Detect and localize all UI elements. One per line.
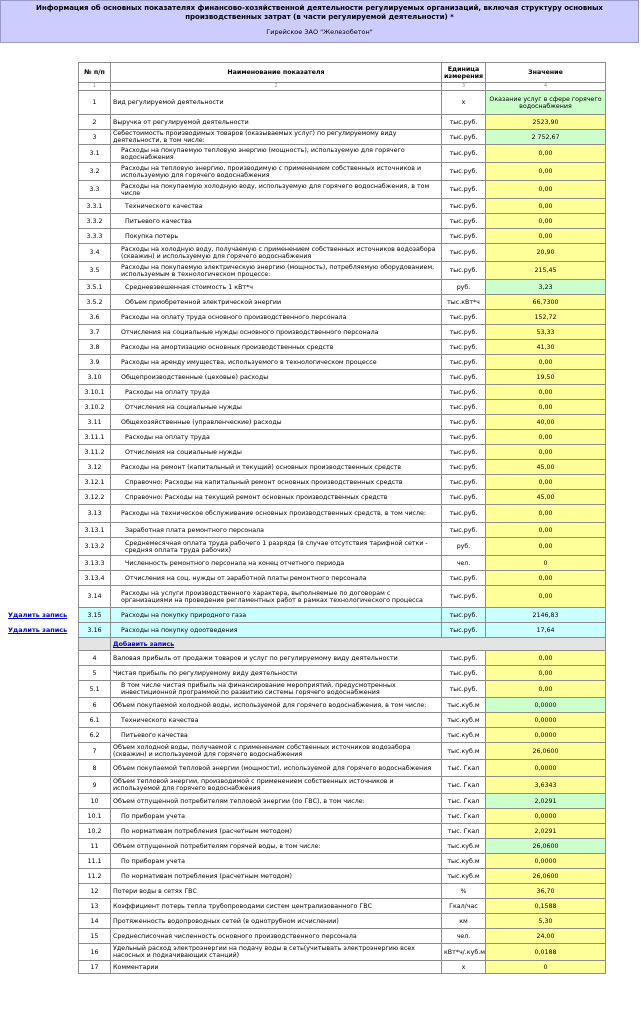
row-unit: тыс.руб. bbox=[442, 115, 486, 130]
row-unit: тыс.руб. bbox=[442, 475, 486, 490]
row-number: 2 bbox=[79, 115, 111, 130]
row-number: 3.14 bbox=[79, 586, 111, 608]
table-row bbox=[79, 914, 606, 929]
row-unit: тыс.руб. bbox=[442, 385, 486, 400]
table-row bbox=[79, 415, 606, 430]
row-name: Справочно: Расходы на капитальный ремонт основных производственных средств bbox=[111, 475, 442, 490]
indicators-table bbox=[78, 62, 606, 974]
row-unit: % bbox=[442, 884, 486, 899]
row-unit: тыс.руб. bbox=[442, 325, 486, 340]
table-row bbox=[79, 538, 606, 556]
table-row bbox=[79, 698, 606, 713]
row-unit: тыс.руб. bbox=[442, 310, 486, 325]
row-unit: тыс.куб.м bbox=[442, 728, 486, 743]
table-row bbox=[79, 214, 606, 229]
table-row bbox=[79, 370, 606, 385]
row-unit: тыс.руб. bbox=[442, 681, 486, 698]
row-number: 6 bbox=[79, 698, 111, 713]
row-unit: тыс. Гкал bbox=[442, 760, 486, 777]
row-number: 12 bbox=[79, 884, 111, 899]
row-number: 3.9 bbox=[79, 355, 111, 370]
row-name: Расходы на покупку одоотведения bbox=[111, 623, 442, 638]
row-name: Потери воды в сетях ГВС bbox=[111, 884, 442, 899]
row-value[interactable]: 0,00 bbox=[486, 400, 606, 415]
row-name: Заработная плата ремонтного персонала bbox=[111, 523, 442, 538]
row-unit: тыс.руб. bbox=[442, 666, 486, 681]
row-number: 3.3.1 bbox=[79, 199, 111, 214]
table-row bbox=[79, 445, 606, 460]
row-name: Покупка потерь bbox=[111, 229, 442, 244]
row-value[interactable]: 0,0000 bbox=[486, 809, 606, 824]
row-number: 5.1 bbox=[79, 681, 111, 698]
delete-record-link[interactable]: Удалить запись bbox=[8, 626, 68, 634]
row-value[interactable]: 26,0600 bbox=[486, 839, 606, 854]
row-number: 3.16 bbox=[79, 623, 111, 638]
row-number: 3.3.2 bbox=[79, 214, 111, 229]
row-value[interactable]: 2,0291 bbox=[486, 824, 606, 839]
row-name: Расходы на покупаемую электрическую энергию (мощность), потребляемую оборудованием, используемым в технологическом процессе: bbox=[111, 262, 442, 280]
table-row bbox=[79, 777, 606, 794]
row-name: Расходы на покупку природного газа bbox=[111, 608, 442, 623]
row-value[interactable]: 0,0000 bbox=[486, 760, 606, 777]
row-name: Среднесписочная численность основного производственного персонала bbox=[111, 929, 442, 944]
row-value[interactable]: 0,00 bbox=[486, 355, 606, 370]
row-value[interactable]: 0,0000 bbox=[486, 698, 606, 713]
table-row bbox=[79, 280, 606, 295]
row-value[interactable]: 0,0000 bbox=[486, 728, 606, 743]
row-name: Общехозяйственные (управленческие) расходы bbox=[111, 415, 442, 430]
row-value[interactable]: 40,00 bbox=[486, 415, 606, 430]
row-name: Объем отпущенной потребителям горячей воды, в том числе: bbox=[111, 839, 442, 854]
table-row bbox=[79, 199, 606, 214]
row-unit: тыс.руб. bbox=[442, 445, 486, 460]
row-value[interactable]: 0,00 bbox=[486, 181, 606, 199]
row-name: Технического качества bbox=[111, 713, 442, 728]
row-unit: тыс.руб. bbox=[442, 430, 486, 445]
row-name: Расходы на тепловую энергию, производимую с применением собственных источников и используемую для горячего водоснабжения bbox=[111, 163, 442, 181]
row-number: 3.12 bbox=[79, 460, 111, 475]
row-name: Объем приобретенной электрической энергии bbox=[111, 295, 442, 310]
row-value[interactable]: 0,00 bbox=[486, 538, 606, 556]
row-value[interactable]: 215,45 bbox=[486, 262, 606, 280]
table-row bbox=[79, 929, 606, 944]
row-unit: тыс.куб.м bbox=[442, 854, 486, 869]
row-unit: тыс.кВт*ч bbox=[442, 295, 486, 310]
row-name: Расходы на амортизацию основных производственных средств bbox=[111, 340, 442, 355]
row-value[interactable]: 24,00 bbox=[486, 929, 606, 944]
row-value[interactable]: 0 bbox=[486, 961, 606, 974]
row-value[interactable]: 0,00 bbox=[486, 430, 606, 445]
row-number: 3.11 bbox=[79, 415, 111, 430]
row-number: 9 bbox=[79, 777, 111, 794]
table-row bbox=[79, 961, 606, 974]
col-header-unit: Единица измерения bbox=[442, 63, 486, 83]
table-body bbox=[79, 91, 606, 974]
row-number: 3.11.2 bbox=[79, 445, 111, 460]
table-row bbox=[79, 884, 606, 899]
table-row bbox=[79, 556, 606, 571]
row-unit: чел. bbox=[442, 929, 486, 944]
row-value[interactable]: 0,00 bbox=[486, 445, 606, 460]
row-name: Вид регулируемой деятельности bbox=[111, 91, 442, 115]
row-value[interactable]: 0,00 bbox=[486, 666, 606, 681]
row-number: 3.7 bbox=[79, 325, 111, 340]
row-unit: тыс.руб. bbox=[442, 523, 486, 538]
table-row bbox=[79, 400, 606, 415]
row-unit: тыс.руб. bbox=[442, 145, 486, 163]
row-name: Расходы на техническое обслуживание основных производственных средств, в том числе: bbox=[111, 505, 442, 523]
row-value[interactable]: 2146,83 bbox=[486, 608, 606, 623]
row-number: 11 bbox=[79, 839, 111, 854]
row-value[interactable]: 0,00 bbox=[486, 571, 606, 586]
row-number: 6.1 bbox=[79, 713, 111, 728]
row-unit: тыс.руб. bbox=[442, 608, 486, 623]
table-row bbox=[79, 325, 606, 340]
table-row bbox=[79, 460, 606, 475]
column-index: 1 bbox=[79, 83, 111, 91]
report-title: Информация об основных показателях финансово-хозяйственной деятельности регулируемых организаций, включая структуру основных производственных затрат (в части регулируемой деятельности) * bbox=[36, 4, 603, 21]
row-name: Объем покупаемой тепловой энергии (мощности), используемой для горячего водоснабжения bbox=[111, 760, 442, 777]
row-value[interactable]: 0,0000 bbox=[486, 713, 606, 728]
row-unit: км bbox=[442, 914, 486, 929]
row-number: 6.2 bbox=[79, 728, 111, 743]
table-row bbox=[79, 571, 606, 586]
col-header-value: Значение bbox=[486, 63, 606, 83]
table-row bbox=[79, 899, 606, 914]
row-number: 3.10.2 bbox=[79, 400, 111, 415]
row-name: Удельный расход электроэнергии на подачу воды в сеть(учитывать электроэнергию всех насосных и подкачивающих станций) bbox=[111, 944, 442, 961]
table-row bbox=[79, 869, 606, 884]
table-row bbox=[79, 355, 606, 370]
row-unit: тыс.руб. bbox=[442, 586, 486, 608]
row-number: 3.11.1 bbox=[79, 430, 111, 445]
row-number: 3.6 bbox=[79, 310, 111, 325]
row-unit: тыс. Гкал bbox=[442, 824, 486, 839]
row-name: По нормативам потребления (расчетным методом) bbox=[111, 824, 442, 839]
row-unit: тыс.куб.м bbox=[442, 869, 486, 884]
table-row bbox=[79, 944, 606, 961]
row-value[interactable]: 26,0600 bbox=[486, 869, 606, 884]
row-unit: тыс.руб. bbox=[442, 214, 486, 229]
row-name: Средневзвешенная стоимость 1 кВт*ч bbox=[111, 280, 442, 295]
row-number: 13 bbox=[79, 899, 111, 914]
row-name: В том числе чистая прибыль на финансирование мероприятий, предусмотренных инвестиционной программой по развитию системы горячего водоснабжения bbox=[111, 681, 442, 698]
row-number: 3.13.1 bbox=[79, 523, 111, 538]
row-unit: тыс.руб. bbox=[442, 229, 486, 244]
row-number: 3.3 bbox=[79, 181, 111, 199]
row-number: 10.1 bbox=[79, 809, 111, 824]
row-name: Объем покупаемой холодной воды, используемой для горячего водоснабжения, в том числе: bbox=[111, 698, 442, 713]
row-value[interactable]: 0,00 bbox=[486, 475, 606, 490]
row-unit: тыс.руб. bbox=[442, 130, 486, 145]
table-row bbox=[79, 145, 606, 163]
row-value[interactable]: 0,00 bbox=[486, 229, 606, 244]
table-row bbox=[79, 490, 606, 505]
table-row bbox=[79, 854, 606, 869]
delete-record-link[interactable]: Удалить запись bbox=[8, 611, 68, 619]
row-number: 3.15 bbox=[79, 608, 111, 623]
row-value[interactable]: 0 bbox=[486, 556, 606, 571]
row-unit: тыс.руб. bbox=[442, 490, 486, 505]
row-value[interactable]: 66,7300 bbox=[486, 295, 606, 310]
row-unit: тыс.руб. bbox=[442, 370, 486, 385]
row-number: 3.12.1 bbox=[79, 475, 111, 490]
row-name: Расходы на покупаемую холодную воду, используемую для горячего водоснабжения, в том числе bbox=[111, 181, 442, 199]
row-value[interactable]: 0,00 bbox=[486, 586, 606, 608]
row-number: 3.13.2 bbox=[79, 538, 111, 556]
table-header-row bbox=[79, 63, 606, 83]
row-unit: тыс.руб. bbox=[442, 163, 486, 181]
table-row bbox=[79, 681, 606, 698]
table-row bbox=[79, 608, 606, 623]
add-record-cell bbox=[111, 638, 606, 651]
row-name: Расходы на оплату труда bbox=[111, 385, 442, 400]
row-unit: тыс.куб.м bbox=[442, 713, 486, 728]
row-number: 3 bbox=[79, 130, 111, 145]
row-value[interactable]: 0,00 bbox=[486, 523, 606, 538]
row-unit: тыс.куб.м bbox=[442, 698, 486, 713]
row-name: Общепроизводственные (цеховые) расходы bbox=[111, 370, 442, 385]
table-row bbox=[79, 295, 606, 310]
row-value[interactable]: 0,1588 bbox=[486, 899, 606, 914]
row-name: Расходы на ремонт (капитальный и текущий) основных производственных средств bbox=[111, 460, 442, 475]
row-name: Комментарии bbox=[111, 961, 442, 974]
row-unit: тыс. Гкал bbox=[442, 809, 486, 824]
table-row bbox=[79, 839, 606, 854]
row-number: 3.13 bbox=[79, 505, 111, 523]
row-value[interactable]: 26,0600 bbox=[486, 743, 606, 760]
report-header bbox=[0, 0, 639, 43]
table-row bbox=[79, 809, 606, 824]
row-number: 3.13.4 bbox=[79, 571, 111, 586]
row-value[interactable]: 0,00 bbox=[486, 681, 606, 698]
row-value[interactable]: 36,70 bbox=[486, 884, 606, 899]
row-unit: кВт*ч/.куб.м bbox=[442, 944, 486, 961]
row-name: Расходы на холодную воду, получаемую с применением собственных источников водозабора (скважин) и используемую для горячего водоснабжения bbox=[111, 244, 442, 262]
table-row bbox=[79, 713, 606, 728]
row-name: Расходы на покупаемую тепловую энергию (мощность), используемую для горячего водоснабжения bbox=[111, 145, 442, 163]
row-unit: тыс.руб. bbox=[442, 460, 486, 475]
row-value[interactable]: 2 752,67 bbox=[486, 130, 606, 145]
row-unit: x bbox=[442, 961, 486, 974]
table-row bbox=[79, 623, 606, 638]
row-name: Расходы на услуги производственного характера, выполняемые по договорам с организациями на проведение регламентных работ в рамках технологического процесса bbox=[111, 586, 442, 608]
col-header-name: Наименование показателя bbox=[111, 63, 442, 83]
row-name: Расходы на аренду имущества, используемого в технологическом процессе bbox=[111, 355, 442, 370]
row-name: Отчисления на социальные нужды bbox=[111, 400, 442, 415]
row-value[interactable]: 0,0188 bbox=[486, 944, 606, 961]
row-unit: тыс.руб. bbox=[442, 244, 486, 262]
add-record-row bbox=[79, 638, 606, 651]
row-value[interactable]: 5,30 bbox=[486, 914, 606, 929]
table-row bbox=[79, 728, 606, 743]
column-index: 2 bbox=[111, 83, 442, 91]
row-unit: тыс.руб. bbox=[442, 651, 486, 666]
row-unit: тыс.руб. bbox=[442, 400, 486, 415]
row-unit: тыс.руб. bbox=[442, 340, 486, 355]
row-name: Питьевого качества bbox=[111, 214, 442, 229]
row-value[interactable]: 3,6343 bbox=[486, 777, 606, 794]
row-value[interactable]: 19,50 bbox=[486, 370, 606, 385]
row-name: Расходы на оплату труда основного производственного персонала bbox=[111, 310, 442, 325]
row-number: 3.10.1 bbox=[79, 385, 111, 400]
row-name: Численность ремонтного персонала на конец отчетного периода bbox=[111, 556, 442, 571]
row-unit: тыс. Гкал bbox=[442, 777, 486, 794]
table-row bbox=[79, 163, 606, 181]
table-row bbox=[79, 262, 606, 280]
row-number: 3.2 bbox=[79, 163, 111, 181]
table-row bbox=[79, 340, 606, 355]
table-row bbox=[79, 505, 606, 523]
row-unit: тыс.руб. bbox=[442, 355, 486, 370]
column-index: 3 bbox=[442, 83, 486, 91]
row-number: 15 bbox=[79, 929, 111, 944]
row-value[interactable]: 45,00 bbox=[486, 490, 606, 505]
row-name: По нормативам потребления (расчетным методом) bbox=[111, 869, 442, 884]
row-number: 14 bbox=[79, 914, 111, 929]
row-number: 3.5.2 bbox=[79, 295, 111, 310]
row-unit: тыс.руб. bbox=[442, 262, 486, 280]
table-row bbox=[79, 430, 606, 445]
column-index: 4 bbox=[486, 83, 606, 91]
row-name: Среднемесячная оплата труда рабочего 1 разряда (в случае отсутствия тарифной сетки - средняя оплата труда рабочих) bbox=[111, 538, 442, 556]
row-name: Отчисления на социальные нужды основного производственного персонала bbox=[111, 325, 442, 340]
row-name: Выручка от регулируемой деятельности bbox=[111, 115, 442, 130]
column-index-row bbox=[79, 83, 606, 91]
row-number: 3.5.1 bbox=[79, 280, 111, 295]
row-number: 3.12.2 bbox=[79, 490, 111, 505]
row-unit: тыс.руб. bbox=[442, 181, 486, 199]
row-value[interactable]: 0,00 bbox=[486, 199, 606, 214]
row-unit: тыс.руб. bbox=[442, 571, 486, 586]
row-value[interactable]: 41,30 bbox=[486, 340, 606, 355]
row-value[interactable]: 45,00 bbox=[486, 460, 606, 475]
row-name: Расходы на оплату труда bbox=[111, 430, 442, 445]
row-unit: руб. bbox=[442, 280, 486, 295]
row-unit: Гкал/час bbox=[442, 899, 486, 914]
row-number: 5 bbox=[79, 666, 111, 681]
table-row bbox=[79, 91, 606, 115]
row-unit: x bbox=[442, 91, 486, 115]
row-name: Чистая прибыль по регулируемому виду деятельности bbox=[111, 666, 442, 681]
row-number: 7 bbox=[79, 743, 111, 760]
table-row bbox=[79, 385, 606, 400]
row-unit: тыс.куб.м bbox=[442, 743, 486, 760]
row-unit: тыс.руб. bbox=[442, 415, 486, 430]
row-name: Объем холодной воды, получаемой с применением собственных источников водозабора (скважин) и используемой для горячего водоснабжения bbox=[111, 743, 442, 760]
row-unit: тыс.куб.м bbox=[442, 839, 486, 854]
row-value[interactable]: 53,33 bbox=[486, 325, 606, 340]
table-row bbox=[79, 743, 606, 760]
row-unit: руб. bbox=[442, 538, 486, 556]
row-name: Справочно: Расходы на текущий ремонт основных производственных средств bbox=[111, 490, 442, 505]
row-number: 11.1 bbox=[79, 854, 111, 869]
row-number: 3.8 bbox=[79, 340, 111, 355]
row-value[interactable]: 17,64 bbox=[486, 623, 606, 638]
row-name: Себестоимость производимых товаров (оказываемых услуг) по регулируемому виду деятельности, в том числе: bbox=[111, 130, 442, 145]
row-unit: чел. bbox=[442, 556, 486, 571]
table-row bbox=[79, 244, 606, 262]
organization-name: Гирейское ЗАО "Железобетон" bbox=[266, 28, 373, 36]
add-record-link[interactable]: Добавить запись bbox=[113, 640, 175, 648]
row-number: 3.5 bbox=[79, 262, 111, 280]
row-value[interactable]: 20,90 bbox=[486, 244, 606, 262]
table-row bbox=[79, 475, 606, 490]
table-row bbox=[79, 666, 606, 681]
row-name: Отчисления на социальные нужды bbox=[111, 445, 442, 460]
row-value[interactable]: 0,00 bbox=[486, 651, 606, 666]
row-value[interactable]: 2,0291 bbox=[486, 794, 606, 809]
row-unit: тыс.руб. bbox=[442, 623, 486, 638]
row-name: Протяженность водопроводных сетей (в однотрубном исчислении) bbox=[111, 914, 442, 929]
row-name: Технического качества bbox=[111, 199, 442, 214]
row-name: По приборам учета bbox=[111, 809, 442, 824]
table-row bbox=[79, 310, 606, 325]
row-number: 16 bbox=[79, 944, 111, 961]
row-value[interactable]: 0,00 bbox=[486, 385, 606, 400]
row-unit: тыс.руб. bbox=[442, 505, 486, 523]
row-name: Объем тепловой энергии, производимой с применением собственных источников и используемой для горячего водоснабжения bbox=[111, 777, 442, 794]
table-row bbox=[79, 115, 606, 130]
row-number: 3.10 bbox=[79, 370, 111, 385]
table-row bbox=[79, 181, 606, 199]
row-number: 3.13.3 bbox=[79, 556, 111, 571]
row-value[interactable]: 0,00 bbox=[486, 145, 606, 163]
row-number: 11.2 bbox=[79, 869, 111, 884]
row-number: 4 bbox=[79, 651, 111, 666]
row-name: Валовая прибыль от продажи товаров и услуг по регулируемому виду деятельности bbox=[111, 651, 442, 666]
row-name: Коэффициент потерь тепла трубопроводами систем централизованного ГВС bbox=[111, 899, 442, 914]
row-value[interactable]: 0,00 bbox=[486, 214, 606, 229]
row-value[interactable]: 0,00 bbox=[486, 505, 606, 523]
row-number: 17 bbox=[79, 961, 111, 974]
row-number: 3.3.3 bbox=[79, 229, 111, 244]
row-number: 10 bbox=[79, 794, 111, 809]
add-record-spacer bbox=[79, 638, 111, 651]
row-number: 3.1 bbox=[79, 145, 111, 163]
row-number: 3.4 bbox=[79, 244, 111, 262]
row-unit: тыс. Гкал bbox=[442, 794, 486, 809]
table-row bbox=[79, 586, 606, 608]
table-row bbox=[79, 794, 606, 809]
row-unit: тыс.руб. bbox=[442, 199, 486, 214]
table-row bbox=[79, 523, 606, 538]
row-value[interactable]: Оказание услуг в сфере горячего водоснабжения bbox=[486, 91, 606, 115]
row-name: Отчисления на соц. нужды от заработной платы ремонтного персонала bbox=[111, 571, 442, 586]
table-row bbox=[79, 229, 606, 244]
row-value[interactable]: 0,00 bbox=[486, 163, 606, 181]
table-row bbox=[79, 130, 606, 145]
table-row bbox=[79, 824, 606, 839]
row-number: 1 bbox=[79, 91, 111, 115]
row-name: По приборам учета bbox=[111, 854, 442, 869]
row-number: 10.2 bbox=[79, 824, 111, 839]
table-row bbox=[79, 651, 606, 666]
table-row bbox=[79, 760, 606, 777]
row-value[interactable]: 3,23 bbox=[486, 280, 606, 295]
row-value[interactable]: 152,72 bbox=[486, 310, 606, 325]
row-value[interactable]: 0,0000 bbox=[486, 854, 606, 869]
col-header-num: № п/п bbox=[79, 63, 111, 83]
row-name: Объем отпущенной потребителям тепловой энергии (по ГВС), в том числе: bbox=[111, 794, 442, 809]
row-name: Питьевого качества bbox=[111, 728, 442, 743]
row-value[interactable]: 2523,90 bbox=[486, 115, 606, 130]
row-number: 8 bbox=[79, 760, 111, 777]
